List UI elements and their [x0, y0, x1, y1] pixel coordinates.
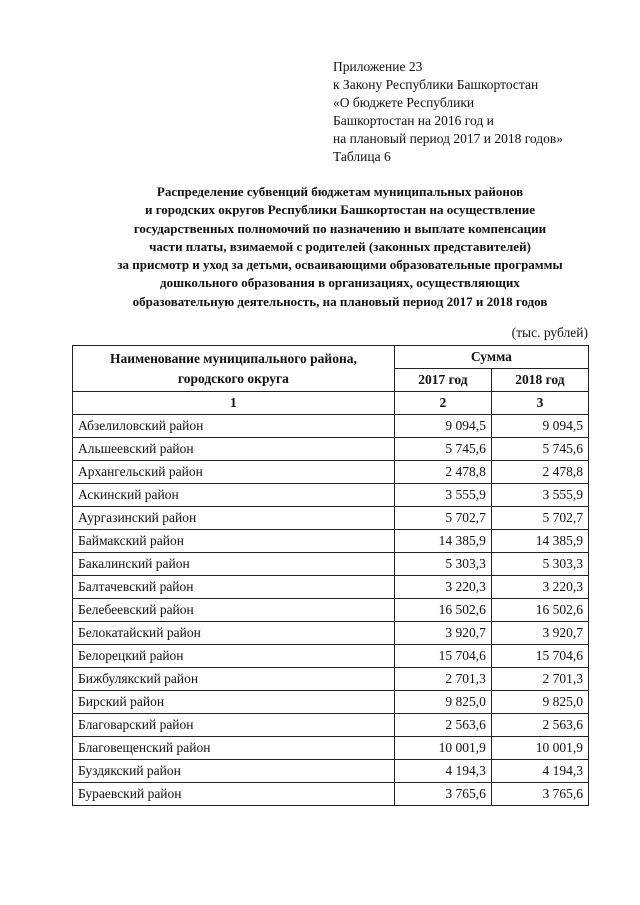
value-2017: 3 920,7 [394, 622, 491, 645]
value-2018: 5 745,6 [491, 438, 588, 461]
district-name: Бижбулякский район [73, 668, 395, 691]
value-2018: 9 094,5 [491, 415, 588, 438]
title-line: государственных полномочий по назначению и выплате компенсации [133, 220, 547, 236]
value-2017: 2 478,8 [394, 461, 491, 484]
value-2017: 5 702,7 [394, 507, 491, 530]
value-2017: 3 765,6 [394, 783, 491, 806]
title-line: образовательную деятельность, на плановый период 2017 и 2018 годов [132, 293, 548, 309]
title-line: Распределение субвенций бюджетам муниципальных районов [156, 184, 524, 199]
value-2017: 15 704,6 [394, 645, 491, 668]
header-name: Наименование муниципального района, городского округа [73, 346, 395, 392]
appendix-line: Башкортостан на 2016 год и [333, 113, 494, 128]
appendix-line: Приложение 23 [333, 59, 423, 74]
value-2017: 10 001,9 [394, 737, 491, 760]
value-2017: 2 563,6 [394, 714, 491, 737]
value-2018: 14 385,9 [491, 530, 588, 553]
table-row [73, 507, 589, 530]
district-name: Белебеевский район [73, 599, 395, 622]
value-2018: 16 502,6 [491, 599, 588, 622]
district-name: Буздякский район [73, 760, 395, 783]
appendix-line: к Закону Республики Башкортостан [333, 77, 539, 92]
table-row [73, 461, 589, 484]
table-row [73, 668, 589, 691]
value-2018: 3 555,9 [491, 484, 588, 507]
value-2017: 14 385,9 [394, 530, 491, 553]
table-row [73, 484, 589, 507]
value-2018: 2 563,6 [491, 714, 588, 737]
value-2017: 4 194,3 [394, 760, 491, 783]
district-name: Аскинский район [73, 484, 395, 507]
appendix-line: Таблица 6 [333, 149, 391, 164]
table-row [73, 691, 589, 714]
district-name: Белокатайский район [73, 622, 395, 645]
table-row [73, 599, 589, 622]
table-row [73, 576, 589, 599]
value-2017: 3 220,3 [394, 576, 491, 599]
table-row [73, 530, 589, 553]
district-name: Аургазинский район [73, 507, 395, 530]
subsidy-table [72, 345, 589, 806]
table-row [73, 622, 589, 645]
value-2018: 2 478,8 [491, 461, 588, 484]
col-number-2: 2 [394, 392, 491, 415]
table-row [73, 438, 589, 461]
district-name: Абзелиловский район [73, 415, 395, 438]
value-2017: 5 745,6 [394, 438, 491, 461]
value-2018: 5 303,3 [491, 553, 588, 576]
district-name: Бакалинский район [73, 553, 395, 576]
table-row [73, 783, 589, 806]
value-2018: 9 825,0 [491, 691, 588, 714]
table-row [73, 553, 589, 576]
table-row [73, 760, 589, 783]
value-2017: 9 094,5 [394, 415, 491, 438]
table-body [73, 415, 589, 806]
district-name: Бирский район [73, 691, 395, 714]
header-year-2017: 2017 год [394, 369, 491, 392]
district-name: Альшеевский район [73, 438, 395, 461]
appendix-block [333, 58, 563, 166]
district-name: Благовещенский район [73, 737, 395, 760]
value-2018: 3 920,7 [491, 622, 588, 645]
title-line: и городских округов Республики Башкортостан на осуществление [144, 202, 536, 218]
value-2018: 3 765,6 [491, 783, 588, 806]
district-name: Благоварский район [73, 714, 395, 737]
table-row [73, 737, 589, 760]
table-row [73, 415, 589, 438]
document-title [60, 183, 620, 311]
header-sum: Сумма [394, 346, 588, 369]
value-2017: 16 502,6 [394, 599, 491, 622]
value-2017: 5 303,3 [394, 553, 491, 576]
district-name: Архангельский район [73, 461, 395, 484]
district-name: Балтачевский район [73, 576, 395, 599]
value-2018: 4 194,3 [491, 760, 588, 783]
value-2018: 15 704,6 [491, 645, 588, 668]
appendix-line: на плановый период 2017 и 2018 годов» [333, 131, 564, 146]
value-2018: 10 001,9 [491, 737, 588, 760]
title-line: за присмотр и уход за детьми, осваивающими образовательные программы [117, 257, 563, 273]
unit-label: (тыс. рублей) [511, 325, 588, 340]
title-line: дошкольного образования в организациях, осуществляющих [160, 275, 520, 291]
col-number-3: 3 [491, 392, 588, 415]
table-row [73, 645, 589, 668]
district-name: Бураевский район [73, 783, 395, 806]
table-row [73, 714, 589, 737]
value-2018: 5 702,7 [491, 507, 588, 530]
value-2017: 2 701,3 [394, 668, 491, 691]
title-line: части платы, взимаемой с родителей (законных представителей) [149, 238, 531, 254]
value-2018: 3 220,3 [491, 576, 588, 599]
value-2018: 2 701,3 [491, 668, 588, 691]
appendix-line: «О бюджете Республики [333, 95, 475, 110]
value-2017: 9 825,0 [394, 691, 491, 714]
district-name: Баймакский район [73, 530, 395, 553]
header-year-2018: 2018 год [491, 369, 588, 392]
value-2017: 3 555,9 [394, 484, 491, 507]
col-number-1: 1 [73, 392, 395, 415]
district-name: Белорецкий район [73, 645, 395, 668]
